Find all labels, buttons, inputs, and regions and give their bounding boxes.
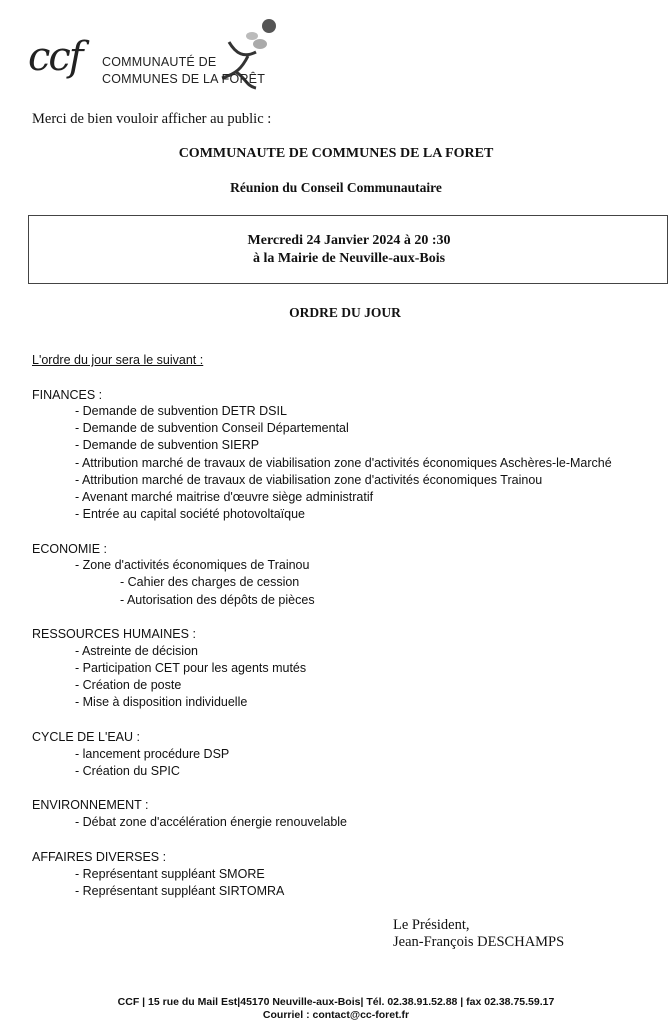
signature-role: Le Président, [393, 917, 470, 933]
section-diverses-title: AFFAIRES DIVERSES : [32, 850, 167, 864]
list-item: - Débat zone d'accélération énergie renouvelable [75, 815, 348, 829]
list-item: - Entrée au capital société photovoltaïque [75, 507, 306, 521]
footer-email: Courriel : contact@cc-foret.fr [262, 1009, 410, 1021]
agenda-title: ORDRE DU JOUR [289, 305, 401, 320]
sub-list-item: - Cahier des charges de cession [120, 575, 300, 589]
ccf-logo [24, 12, 284, 102]
list-item: - Demande de subvention Conseil Départemental [75, 421, 349, 435]
meeting-title: Réunion du Conseil Communautaire [230, 180, 442, 195]
agenda-intro: L'ordre du jour sera le suivant : [32, 353, 204, 367]
sub-list-item: - Autorisation des dépôts de pièces [120, 593, 315, 607]
meeting-place: à la Mairie de Neuville-aux-Bois [252, 251, 446, 266]
list-item: - Demande de subvention SIERP [75, 438, 260, 452]
list-item: - Création de poste [75, 678, 182, 692]
list-item: - Mise à disposition individuelle [75, 695, 248, 709]
list-item: - Représentant suppléant SMORE [75, 867, 265, 881]
section-eau-title: CYCLE DE L'EAU : [32, 730, 140, 744]
list-item: - Demande de subvention DETR DSIL [75, 404, 287, 418]
meeting-date-box [28, 215, 668, 284]
intro-text: Merci de bien vouloir afficher au public : [32, 111, 272, 127]
list-item: - Zone d'activités économiques de Trainou [75, 558, 310, 572]
list-item: - Avenant marché maitrise d'œuvre siège administratif [75, 490, 374, 504]
section-environnement-title: ENVIRONNEMENT : [32, 798, 149, 812]
list-item: - Création du SPIC [75, 764, 180, 778]
logo-line-2: COMMUNES DE LA FORÊT [102, 72, 266, 86]
organization-title: COMMUNAUTE DE COMMUNES DE LA FORET [178, 146, 494, 161]
list-item: - Astreinte de décision [75, 644, 198, 658]
list-item: - Attribution marché de travaux de viabilisation zone d'activités économiques Aschères-le-Marché [75, 456, 612, 470]
section-economie-title: ECONOMIE : [32, 542, 108, 556]
ccf-logo-letters: ccf [28, 34, 82, 80]
logo-line-1: COMMUNAUTÉ DE [102, 55, 217, 69]
section-rh-title: RESSOURCES HUMAINES : [32, 627, 196, 641]
meeting-date: Mercredi 24 Janvier 2024 à 20 :30 [247, 233, 451, 248]
list-item: - lancement procédure DSP [75, 747, 230, 761]
list-item: - Représentant suppléant SIRTOMRA [75, 884, 285, 898]
footer-address: CCF | 15 rue du Mail Est|45170 Neuville-aux-Bois| Tél. 02.38.91.52.88 | fax 02.38.75.59.17 [117, 996, 555, 1008]
list-item: - Participation CET pour les agents mutés [75, 661, 307, 675]
signature-name: Jean-François DESCHAMPS [393, 934, 565, 950]
section-finances-title: FINANCES : [32, 388, 103, 402]
list-item: - Attribution marché de travaux de viabilisation zone d'activités économiques Trainou [75, 473, 543, 487]
